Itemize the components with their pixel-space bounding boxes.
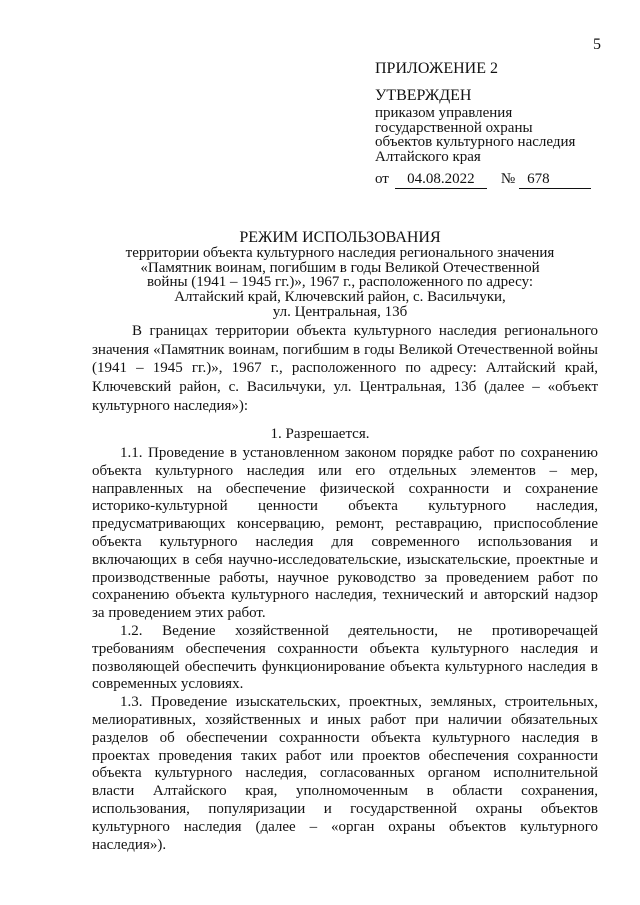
approval-block bbox=[375, 59, 615, 189]
number-sign: № bbox=[500, 170, 516, 187]
approval-basis-line: объектов культурного наследия bbox=[375, 134, 576, 151]
approved-label: УТВЕРЖДЕН bbox=[375, 87, 472, 104]
document-subtitle bbox=[100, 246, 580, 320]
date-prefix: от bbox=[375, 170, 389, 187]
subtitle-line: территории объекта культурного наследия регионального значения bbox=[125, 245, 555, 261]
order-number: 678 bbox=[519, 171, 591, 189]
clause-1-1: 1.1. Проведение в установленном законом порядке работ по сохранению объекта культурного наследия или его отдельных элементов – мер, направленных на обеспечение физической сохранности и сохранение историко-культурной ценности объекта культурного наследия, предусматривающих консервацию, ремонт, реставрацию, приспособление объекта культурного наследия для современного использования и включающих в себя научно-исследовательские, изыскательские, проектные и производственные работы, научное руководство за проведением работ по сохранению объекта культурного наследия, технический и авторский надзор за проведением этих работ. bbox=[92, 445, 598, 622]
clause-1-3: 1.3. Проведение изыскательских, проектных, земляных, строительных, мелиоративных, хозяйственных и иных работ при наличии обязательных разделов об обеспечении сохранности объекта культурного наследия в проектах проведения таких работ или проектов обеспечения сохранности объекта культурного наследия, согласованных органом исполнительной власти Алтайского края, уполномоченным в области сохранения, использования, популяризации и государственной охраны объектов культурного наследия (далее – «орган охраны объектов культурного наследия»). bbox=[92, 694, 598, 853]
order-date: 04.08.2022 bbox=[395, 171, 487, 189]
subtitle-line: ул. Центральная, 13б bbox=[272, 303, 408, 320]
clauses-list bbox=[92, 445, 598, 854]
subtitle-line: Алтайский край, Ключевский район, с. Васильчуки, bbox=[174, 289, 506, 306]
order-date-line bbox=[375, 169, 615, 189]
approval-basis-line: Алтайского края bbox=[375, 149, 481, 166]
clause-1-2: 1.2. Ведение хозяйственной деятельности, не противоречащей требованиям обеспечения сохранности объекта культурного наследия и позволяющей обеспечить функционирование объекта культурного наследия в современных условиях. bbox=[92, 622, 598, 693]
document-title-block bbox=[100, 230, 580, 320]
approval-basis bbox=[375, 106, 615, 165]
approval-basis-line: государственной охраны bbox=[375, 119, 533, 136]
appendix-label: ПРИЛОЖЕНИЕ 2 bbox=[375, 60, 499, 77]
section-heading: 1. Разрешается. bbox=[270, 426, 370, 442]
page-number: 5 bbox=[593, 36, 601, 53]
approval-basis-line: приказом управления bbox=[375, 105, 513, 121]
subtitle-line: войны (1941 – 1945 гг.)», 1967 г., расположенного по адресу: bbox=[146, 274, 534, 291]
intro-paragraph: В границах территории объекта культурного наследия регионального значения «Памятник воинам, погибшим в годы Великой Отечественной войны (1941 – 1945 гг.)», 1967 г., расположенного по адресу: Алтайский край, Ключевский район, с. Васильчуки, ул. Центральная, 13б (далее – «объект культурного наследия»): bbox=[92, 323, 598, 414]
subtitle-line: «Памятник воинам, погибшим в годы Великой Отечественной bbox=[140, 259, 540, 276]
document-title: РЕЖИМ ИСПОЛЬЗОВАНИЯ bbox=[239, 229, 441, 246]
